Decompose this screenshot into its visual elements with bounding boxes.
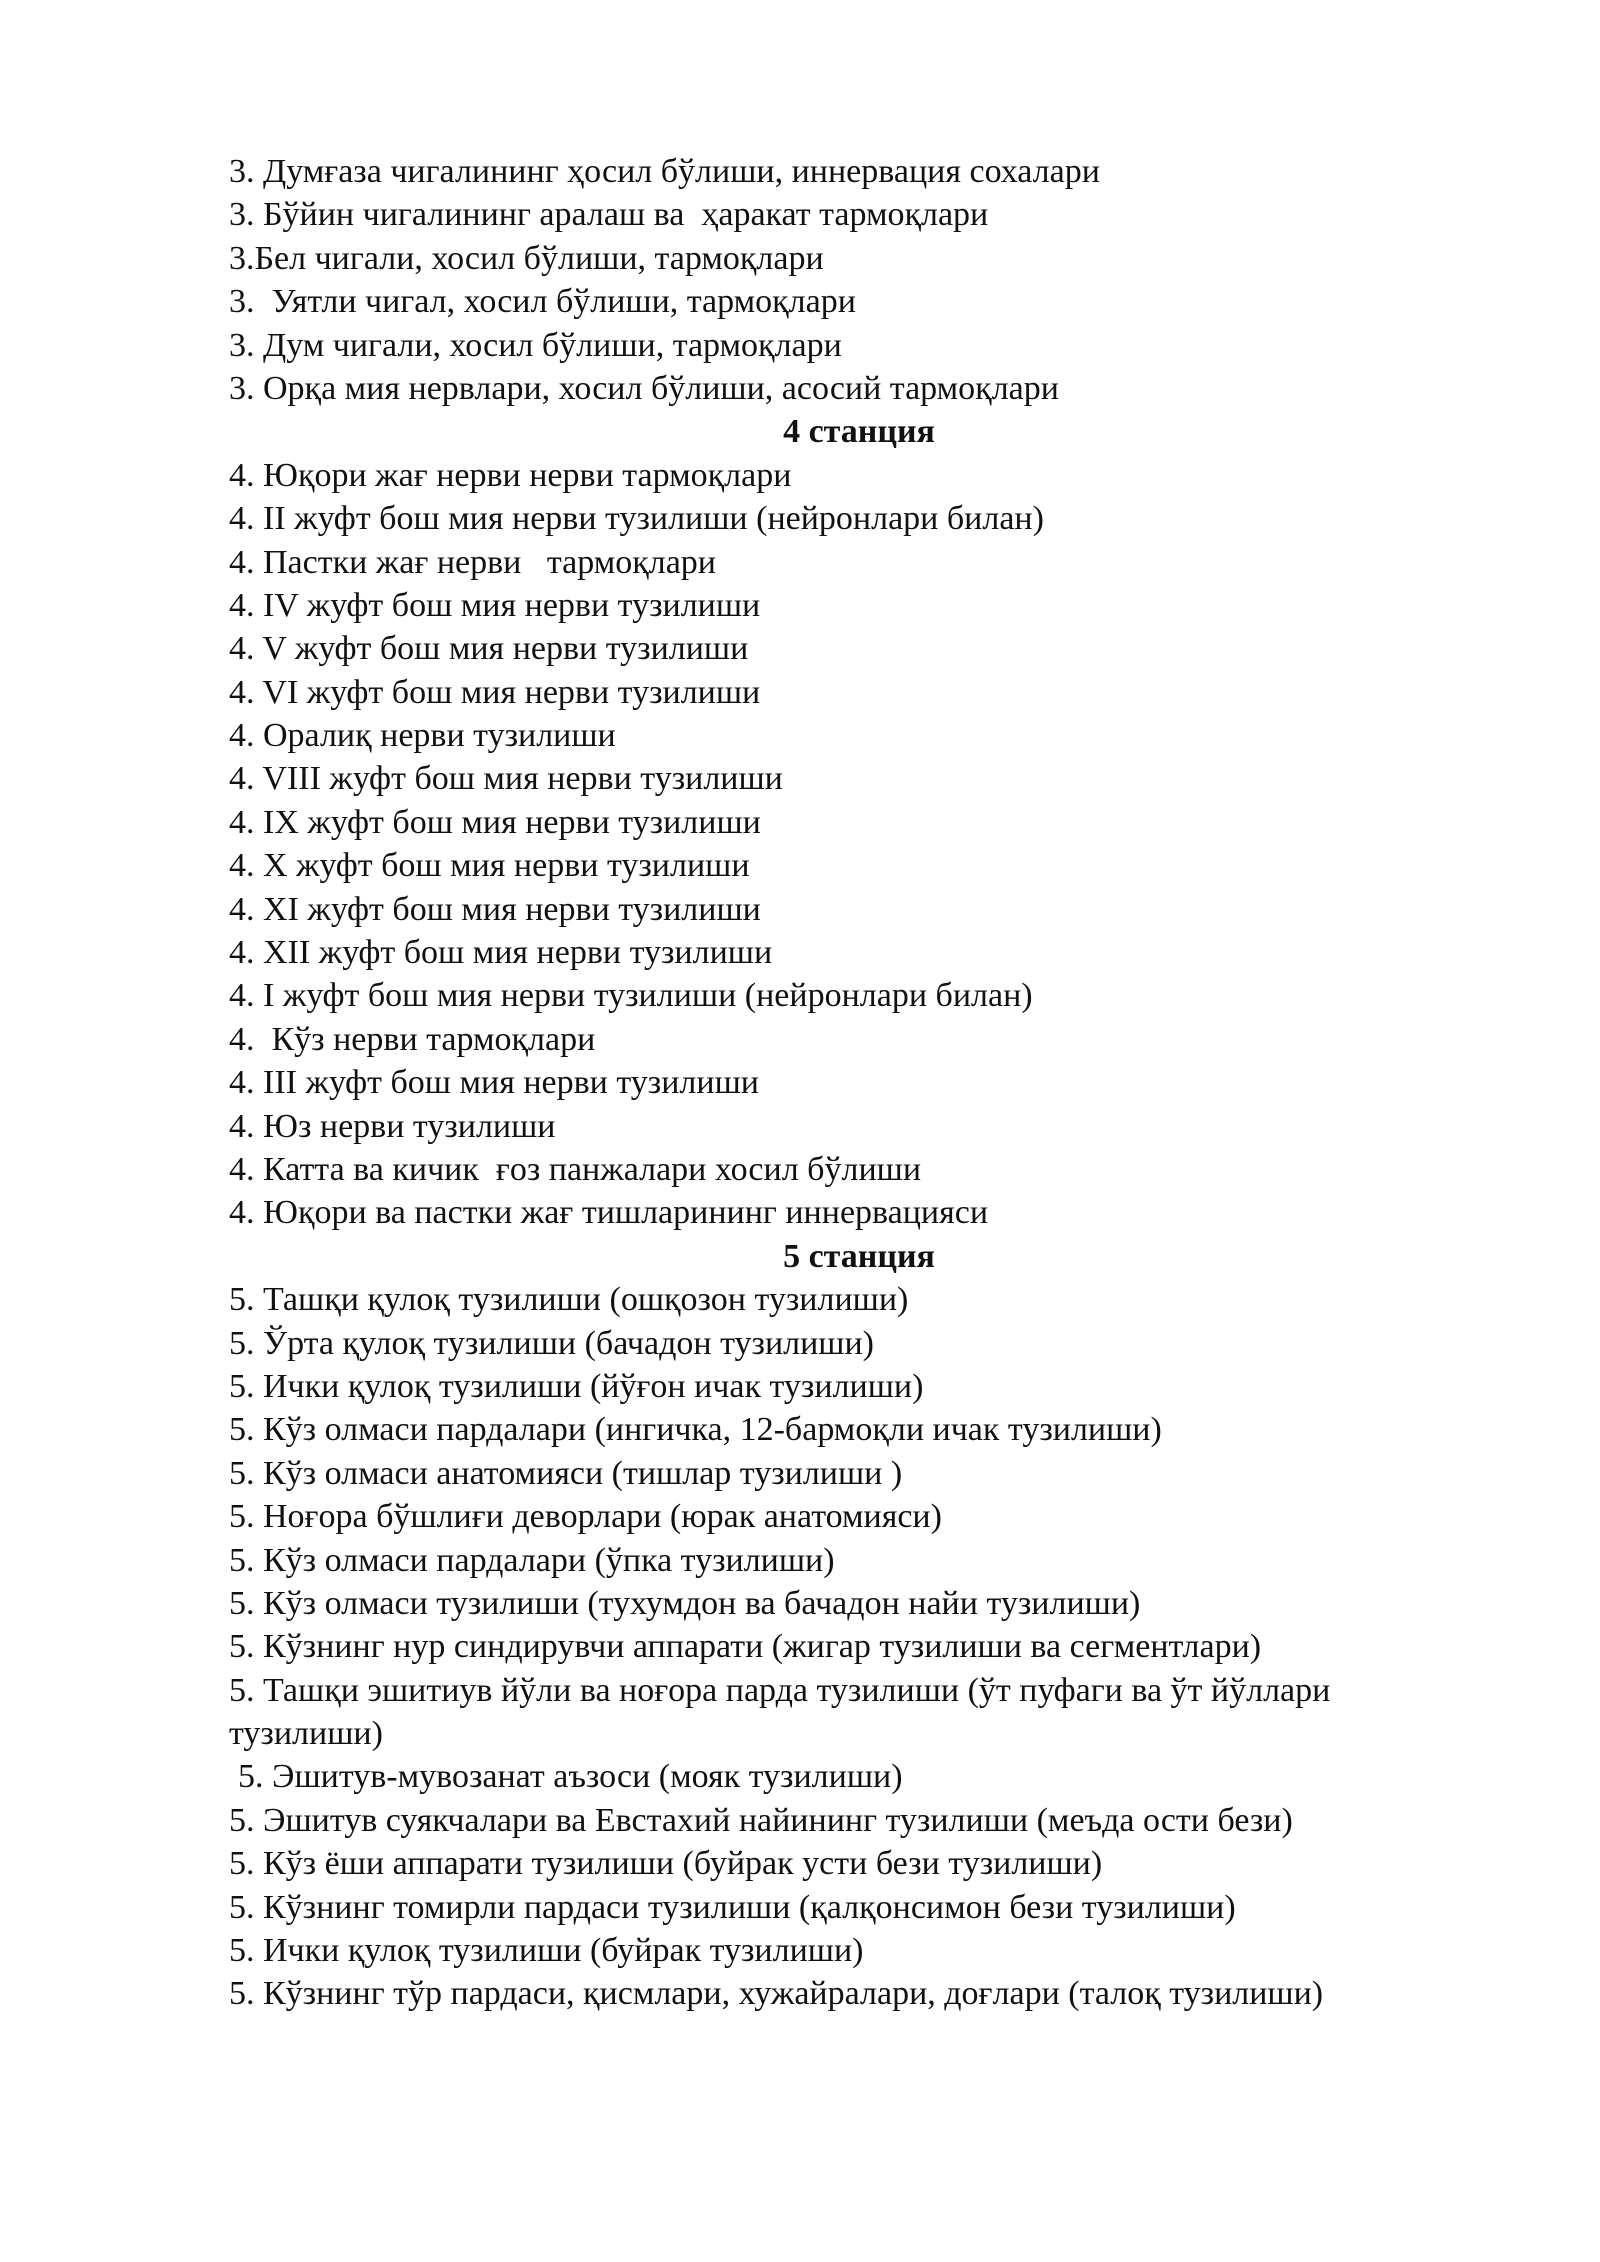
section-heading-5: 5 станция <box>783 1237 935 1275</box>
list-item: 4. XI жуфт бош мия нерви тузилиши <box>229 890 761 928</box>
list-item: 5. Эшитув суякчалари ва Евстахий найининг тузилиши (меъда ости бези) <box>229 1801 1293 1839</box>
list-item: 5. Кўзнинг томирли пардаси тузилиши (қалқонсимон бези тузилиши) <box>229 1888 1236 1926</box>
list-item: 4. IX жуфт бош мия нерви тузилиши <box>229 803 761 841</box>
list-item: 5. Ички қулоқ тузилиши (буйрак тузилиши) <box>229 1932 864 1970</box>
list-item: 4. X жуфт бош мия нерви тузилиши <box>229 847 750 885</box>
list-item: 3. Бўйин чигалининг аралаш ва ҳаракат тармоқлари <box>229 196 989 234</box>
list-item: 4. VI жуфт бош мия нерви тузилиши <box>229 673 761 711</box>
list-item: 3. Орқа мия нервлари, хосил бўлиши, асосий тармоқлари <box>229 369 1059 407</box>
list-item: 5. Ташқи эшитиув йўли ва ноғора парда тузилиши (ўт пуфаги ва ўт йўллари тузилиши) <box>229 1671 1331 1753</box>
list-item: 3. Дум чигали, хосил бўлиши, тармоқлари <box>229 326 842 364</box>
list-item: 4. XII жуфт бош мия нерви тузилиши <box>229 934 773 972</box>
document-page <box>229 150 1489 2016</box>
list-item: 5. Ички қулоқ тузилиши (йўғон ичак тузилиши) <box>229 1367 924 1405</box>
list-item: 4. Катта ва кичик ғоз панжалари хосил бўлиши <box>229 1150 922 1188</box>
section-heading-4: 4 станция <box>783 413 935 451</box>
list-item: 5. Кўз ёши аппарати тузилиши (буйрак усти бези тузилиши) <box>229 1845 1103 1883</box>
list-item: 5. Ташқи қулоқ тузилиши (ошқозон тузилиши) <box>229 1281 909 1319</box>
list-item: 5. Кўз олмаси пардалари (ўпка тузилиши) <box>229 1541 835 1579</box>
list-item: 5. Кўз олмаси анатомияси (тишлар тузилиши ) <box>229 1454 903 1492</box>
list-item: 5. Ноғора бўшлиғи деворлари (юрак анатомияси) <box>229 1498 942 1536</box>
list-item: 3.Бел чигали, хосил бўлиши, тармоқлари <box>229 239 824 277</box>
list-item: 3. Думғаза чигалининг ҳосил бўлиши, иннервация сохалари <box>229 153 1100 190</box>
list-item: 4. I жуфт бош мия нерви тузилиши (нейронлари билан) <box>229 977 1033 1015</box>
list-item: 4. IV жуфт бош мия нерви тузилиши <box>229 586 761 624</box>
list-item: 4. V жуфт бош мия нерви тузилиши <box>229 630 749 668</box>
list-item: 4. VIII жуфт бош мия нерви тузилиши <box>229 760 783 798</box>
list-item: 5. Кўз олмаси пардалари (ингичка, 12-бармоқли ичак тузилиши) <box>229 1411 1162 1449</box>
list-item: 4. Юқори ва пастки жағ тишларининг иннервацияси <box>229 1194 989 1232</box>
list-item: 4. III жуфт бош мия нерви тузилиши <box>229 1064 759 1102</box>
list-item: 4. Оралиқ нерви тузилиши <box>229 717 616 755</box>
list-item: 4. Пастки жағ нерви тармоқлари <box>229 543 717 581</box>
list-item: 4. Кўз нерви тармоқлари <box>229 1020 596 1058</box>
list-item: 5. Эшитув-мувозанат аъзоси (мояк тузилиши) <box>238 1758 903 1796</box>
list-item: 4. Юз нерви тузилиши <box>229 1107 556 1145</box>
list-item: 5. Ўрта қулоқ тузилиши (бачадон тузилиши) <box>229 1324 875 1362</box>
list-item: 3. Уятли чигал, хосил бўлиши, тармоқлари <box>229 283 856 321</box>
list-item: 4. II жуфт бош мия нерви тузилиши (нейронлари билан) <box>229 500 1044 538</box>
list-item: 5. Кўзнинг тўр пардаси, қисмлари, хужайралари, доғлари (талоқ тузилиши) <box>229 1975 1324 2013</box>
list-item: 5. Кўзнинг нур синдирувчи аппарати (жигар тузилиши ва сегментлари) <box>229 1628 1262 1666</box>
list-item: 5. Кўз олмаси тузилиши (тухумдон ва бачадон найи тузилиши) <box>229 1584 1141 1622</box>
list-item: 4. Юқори жағ нерви нерви тармоқлари <box>229 456 792 494</box>
